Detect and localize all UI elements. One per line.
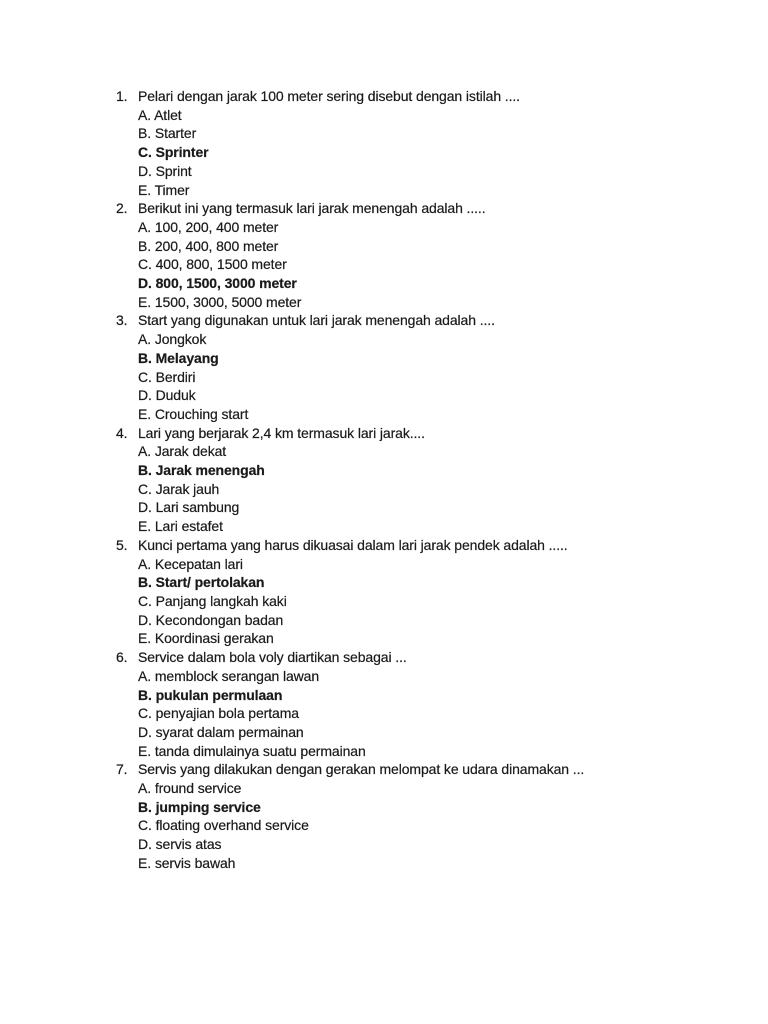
option-item xyxy=(138,106,708,125)
option-text: fround service xyxy=(154,780,242,797)
question-text: Berikut ini yang termasuk lari jarak menengah adalah ..... xyxy=(138,200,486,217)
option-letter: B. xyxy=(138,574,152,591)
option-item xyxy=(138,368,708,387)
option-item xyxy=(138,237,708,256)
option-text: 100, 200, 400 meter xyxy=(154,218,279,235)
question-text: Start yang digunakan untuk lari jarak menengah adalah .... xyxy=(138,312,495,329)
option-letter: D. xyxy=(138,499,152,516)
option-item xyxy=(138,274,708,293)
question-text: Servis yang dilakukan dengan gerakan melompat ke udara dinamakan ... xyxy=(138,761,585,778)
option-text: 1500, 3000, 5000 meter xyxy=(154,293,302,310)
option-text: Start/ pertolakan xyxy=(155,574,265,591)
option-list xyxy=(138,442,708,536)
option-text: Duduk xyxy=(155,387,196,404)
question-text: Lari yang berjarak 2,4 km termasuk lari jarak.... xyxy=(138,424,425,441)
option-text: floating overhand service xyxy=(155,817,309,834)
question-item xyxy=(116,87,708,199)
option-text: 800, 1500, 3000 meter xyxy=(155,275,297,292)
option-letter: C. xyxy=(138,817,152,834)
option-item xyxy=(138,742,708,761)
option-text: Sprint xyxy=(155,162,192,179)
question-number: 3. xyxy=(116,312,128,329)
option-letter: E. xyxy=(138,742,152,759)
option-item xyxy=(138,162,708,181)
option-letter: A. xyxy=(138,780,152,797)
option-text: pukulan permulaan xyxy=(155,686,283,703)
option-item xyxy=(138,555,708,574)
option-list xyxy=(138,779,708,873)
option-item xyxy=(138,143,708,162)
option-item xyxy=(138,816,708,835)
option-item xyxy=(138,442,708,461)
option-letter: E. xyxy=(138,854,152,871)
option-item xyxy=(138,704,708,723)
option-letter: D. xyxy=(138,387,152,404)
question-number: 6. xyxy=(116,649,128,666)
option-text: Lari sambung xyxy=(155,499,240,516)
option-letter: D. xyxy=(138,723,152,740)
option-text: jumping service xyxy=(155,798,261,815)
question-number: 5. xyxy=(116,536,128,553)
option-text: Jarak menengah xyxy=(155,462,265,479)
option-letter: A. xyxy=(138,218,152,235)
option-item xyxy=(138,349,708,368)
option-item xyxy=(138,686,708,705)
option-letter: B. xyxy=(138,125,152,142)
question-number: 2. xyxy=(116,200,128,217)
option-text: Berdiri xyxy=(155,368,196,385)
option-text: 400, 800, 1500 meter xyxy=(155,256,287,273)
option-letter: C. xyxy=(138,705,152,722)
option-item xyxy=(138,835,708,854)
option-text: Jongkok xyxy=(154,331,207,348)
question-item xyxy=(116,311,708,423)
option-text: Kecepatan lari xyxy=(154,555,243,572)
option-text: memblock serangan lawan xyxy=(154,667,320,684)
option-text: Timer xyxy=(154,181,190,198)
option-item xyxy=(138,592,708,611)
question-body xyxy=(138,199,708,311)
option-letter: A. xyxy=(138,667,152,684)
option-text: 200, 400, 800 meter xyxy=(154,237,279,254)
option-letter: D. xyxy=(138,611,152,628)
option-text: Jarak dekat xyxy=(154,443,227,460)
question-text: Pelari dengan jarak 100 meter sering disebut dengan istilah .... xyxy=(138,88,520,104)
question-number: 1. xyxy=(116,88,128,104)
option-letter: A. xyxy=(138,555,152,572)
question-body xyxy=(138,760,708,872)
question-number: 7. xyxy=(116,761,128,778)
option-text: servis bawah xyxy=(154,854,236,871)
option-item xyxy=(138,293,708,312)
question-body xyxy=(138,87,708,199)
option-item xyxy=(138,517,708,536)
option-letter: B. xyxy=(138,798,152,815)
option-letter: C. xyxy=(138,592,152,609)
option-item xyxy=(138,667,708,686)
option-item xyxy=(138,498,708,517)
option-item xyxy=(138,218,708,237)
question-body xyxy=(138,536,708,648)
option-list xyxy=(138,330,708,424)
option-letter: E. xyxy=(138,181,152,198)
option-item xyxy=(138,629,708,648)
option-text: Koordinasi gerakan xyxy=(154,630,274,647)
option-item xyxy=(138,255,708,274)
option-list xyxy=(138,555,708,649)
option-item xyxy=(138,611,708,630)
question-body xyxy=(138,648,708,760)
option-text: syarat dalam permainan xyxy=(155,723,304,740)
option-letter: E. xyxy=(138,518,152,535)
option-item xyxy=(138,573,708,592)
option-letter: C. xyxy=(138,480,152,497)
option-item xyxy=(138,181,708,200)
question-text: Service dalam bola voly diartikan sebagai ... xyxy=(138,649,407,666)
option-text: Melayang xyxy=(155,349,219,366)
option-letter: A. xyxy=(138,443,152,460)
option-letter: A. xyxy=(138,106,152,123)
option-text: Starter xyxy=(154,125,197,142)
option-text: Panjang langkah kaki xyxy=(155,592,287,609)
option-letter: C. xyxy=(138,256,152,273)
option-letter: E. xyxy=(138,630,152,647)
option-list xyxy=(138,106,708,200)
option-item xyxy=(138,798,708,817)
question-text: Kunci pertama yang harus dikuasai dalam lari jarak pendek adalah ..... xyxy=(138,536,568,553)
question-item xyxy=(116,199,708,311)
option-letter: C. xyxy=(138,144,152,161)
option-letter: A. xyxy=(138,331,152,348)
option-item xyxy=(138,330,708,349)
question-number: 4. xyxy=(116,424,128,441)
option-letter: B. xyxy=(138,349,152,366)
option-letter: D. xyxy=(138,836,152,853)
option-text: penyajian bola pertama xyxy=(155,705,299,722)
option-item xyxy=(138,461,708,480)
question-list xyxy=(116,87,708,873)
option-letter: D. xyxy=(138,162,152,179)
question-item xyxy=(116,536,708,648)
option-text: Atlet xyxy=(154,106,182,123)
option-text: Sprinter xyxy=(155,144,209,161)
option-item xyxy=(138,386,708,405)
option-letter: B. xyxy=(138,237,152,254)
option-letter: E. xyxy=(138,405,152,422)
option-text: Crouching start xyxy=(154,405,249,422)
option-item xyxy=(138,779,708,798)
question-item xyxy=(116,760,708,872)
option-letter: D. xyxy=(138,275,152,292)
option-letter: E. xyxy=(138,293,152,310)
question-item xyxy=(116,648,708,760)
option-list xyxy=(138,218,708,312)
option-item xyxy=(138,124,708,143)
question-body xyxy=(138,424,708,536)
question-item xyxy=(116,424,708,536)
option-item xyxy=(138,854,708,873)
option-letter: B. xyxy=(138,686,152,703)
option-item xyxy=(138,723,708,742)
option-item xyxy=(138,405,708,424)
option-item xyxy=(138,480,708,499)
option-text: Kecondongan badan xyxy=(155,611,284,628)
question-body xyxy=(138,311,708,423)
option-text: Lari estafet xyxy=(154,518,223,535)
option-text: Jarak jauh xyxy=(155,480,220,497)
option-letter: B. xyxy=(138,462,152,479)
option-letter: C. xyxy=(138,368,152,385)
option-text: tanda dimulainya suatu permainan xyxy=(154,742,366,759)
option-list xyxy=(138,667,708,761)
option-text: servis atas xyxy=(155,836,222,853)
